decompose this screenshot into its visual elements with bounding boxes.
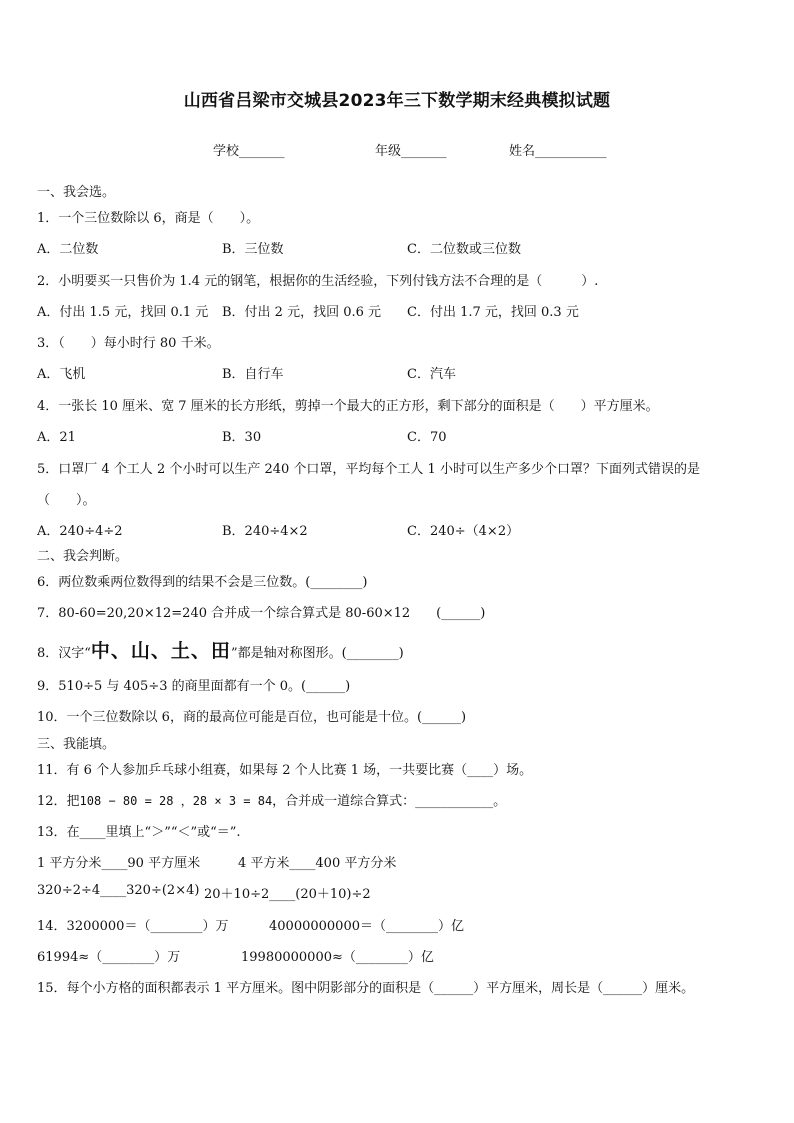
question-14-part-d: 19980000000≈（________）亿 bbox=[241, 950, 434, 965]
question-4-option-b[interactable]: B．30 bbox=[222, 430, 262, 445]
name-field[interactable]: 姓名___________ bbox=[509, 144, 607, 159]
question-11: 11．有 6 个人参加乒乓球小组赛，如果每 2 个人比赛 1 场，一共要比赛（____）场。 bbox=[37, 763, 533, 778]
grade-field[interactable]: 年级_______ bbox=[375, 144, 447, 159]
section-heading-choice: 一、我会选。 bbox=[37, 185, 116, 200]
question-3-option-c[interactable]: C．汽车 bbox=[407, 367, 456, 382]
question-3-option-b[interactable]: B．自行车 bbox=[222, 367, 284, 382]
question-1-option-b[interactable]: B．三位数 bbox=[222, 242, 284, 257]
question-2-option-c[interactable]: C．付出 1.7 元，找回 0.3 元 bbox=[407, 305, 579, 320]
section-heading-fill: 三、我能填。 bbox=[37, 737, 116, 752]
question-8-prefix: 8．汉字“ bbox=[37, 646, 91, 661]
question-14-part-a: 14．3200000＝（________）万 bbox=[37, 919, 229, 934]
question-12-equations: 108 − 80 = 28 ，28 × 3 = 84 bbox=[79, 794, 273, 808]
question-7: 7．80-60=20,20×12=240 合并成一个综合算式是 80-60×12 (______) bbox=[37, 606, 486, 621]
question-8-suffix: ”都是轴对称图形。(________) bbox=[230, 646, 404, 661]
question-12-suffix: ，合并成一道综合算式：____________。 bbox=[272, 794, 507, 809]
section-heading-judge: 二、我会判断。 bbox=[37, 549, 129, 564]
question-8-chinese-characters: 中、山、土、田 bbox=[90, 640, 231, 662]
question-1-stem: 1．一个三位数除以 6，商是（ ）。 bbox=[37, 211, 260, 226]
question-5-stem: 5．口罩厂 4 个工人 2 个小时可以生产 240 个口罩，平均每个工人 1 小时可以生产多少个口罩？下面列式错误的是 bbox=[37, 462, 700, 477]
question-5-option-a[interactable]: A．240÷4÷2 bbox=[37, 524, 123, 539]
question-6: 6．两位数乘两位数得到的结果不会是三位数。(________) bbox=[37, 575, 368, 590]
question-5-option-b[interactable]: B．240÷4×2 bbox=[222, 524, 308, 539]
question-3-option-a[interactable]: A．飞机 bbox=[37, 367, 86, 382]
question-13-stem: 13．在____里填上“＞”“＜”或“＝”. bbox=[37, 825, 241, 840]
question-12-prefix: 12．把 bbox=[37, 794, 80, 809]
question-3-stem: 3．（ ）每小时行 80 千米。 bbox=[37, 336, 220, 351]
question-9: 9．510÷5 与 405÷3 的商里面都有一个 0。(______) bbox=[37, 679, 351, 694]
question-2-option-b[interactable]: B．付出 2 元，找回 0.6 元 bbox=[222, 305, 382, 320]
question-12 bbox=[37, 790, 506, 809]
question-4-option-a[interactable]: A．21 bbox=[37, 430, 76, 445]
question-4-option-c[interactable]: C．70 bbox=[407, 430, 447, 445]
question-13-compare-4: 20＋10÷2____(20＋10)÷2 bbox=[204, 887, 371, 902]
question-15: 15．每个小方格的面积都表示 1 平方厘米。图中阴影部分的面积是（______）平方厘米，周长是（______）厘米。 bbox=[37, 981, 695, 996]
question-14-part-b: 40000000000＝（________）亿 bbox=[269, 919, 464, 934]
question-10: 10．一个三位数除以 6，商的最高位可能是百位，也可能是十位。(______) bbox=[37, 710, 467, 725]
question-13-compare-2: 4 平方米____400 平方分米 bbox=[238, 856, 397, 871]
question-14-part-c: 61994≈（________）万 bbox=[37, 950, 181, 965]
school-field[interactable]: 学校_______ bbox=[213, 144, 285, 159]
question-1-option-a[interactable]: A．二位数 bbox=[37, 242, 99, 257]
question-5-option-c[interactable]: C．240÷（4×2） bbox=[407, 524, 520, 539]
question-1-option-c[interactable]: C．二位数或三位数 bbox=[407, 242, 521, 257]
question-5-stem-continued: （ ）。 bbox=[37, 493, 96, 508]
question-2-option-a[interactable]: A．付出 1.5 元，找回 0.1 元 bbox=[37, 305, 209, 320]
question-4-stem: 4．一张长 10 厘米、宽 7 厘米的长方形纸，剪掉一个最大的正方形，剩下部分的面积是（ ）平方厘米。 bbox=[37, 399, 659, 414]
page-title: 山西省吕梁市交城县2023年三下数学期末经典模拟试题 bbox=[183, 91, 611, 111]
question-2-stem: 2．小明要买一只售价为 1.4 元的钢笔，根据你的生活经验，下列付钱方法不合理的是（ ）. bbox=[37, 274, 599, 289]
question-13-compare-3: 320÷2÷4____320÷(2×4) bbox=[37, 883, 200, 898]
question-13-compare-1: 1 平方分米____90 平方厘米 bbox=[37, 856, 201, 871]
question-8 bbox=[37, 636, 404, 663]
